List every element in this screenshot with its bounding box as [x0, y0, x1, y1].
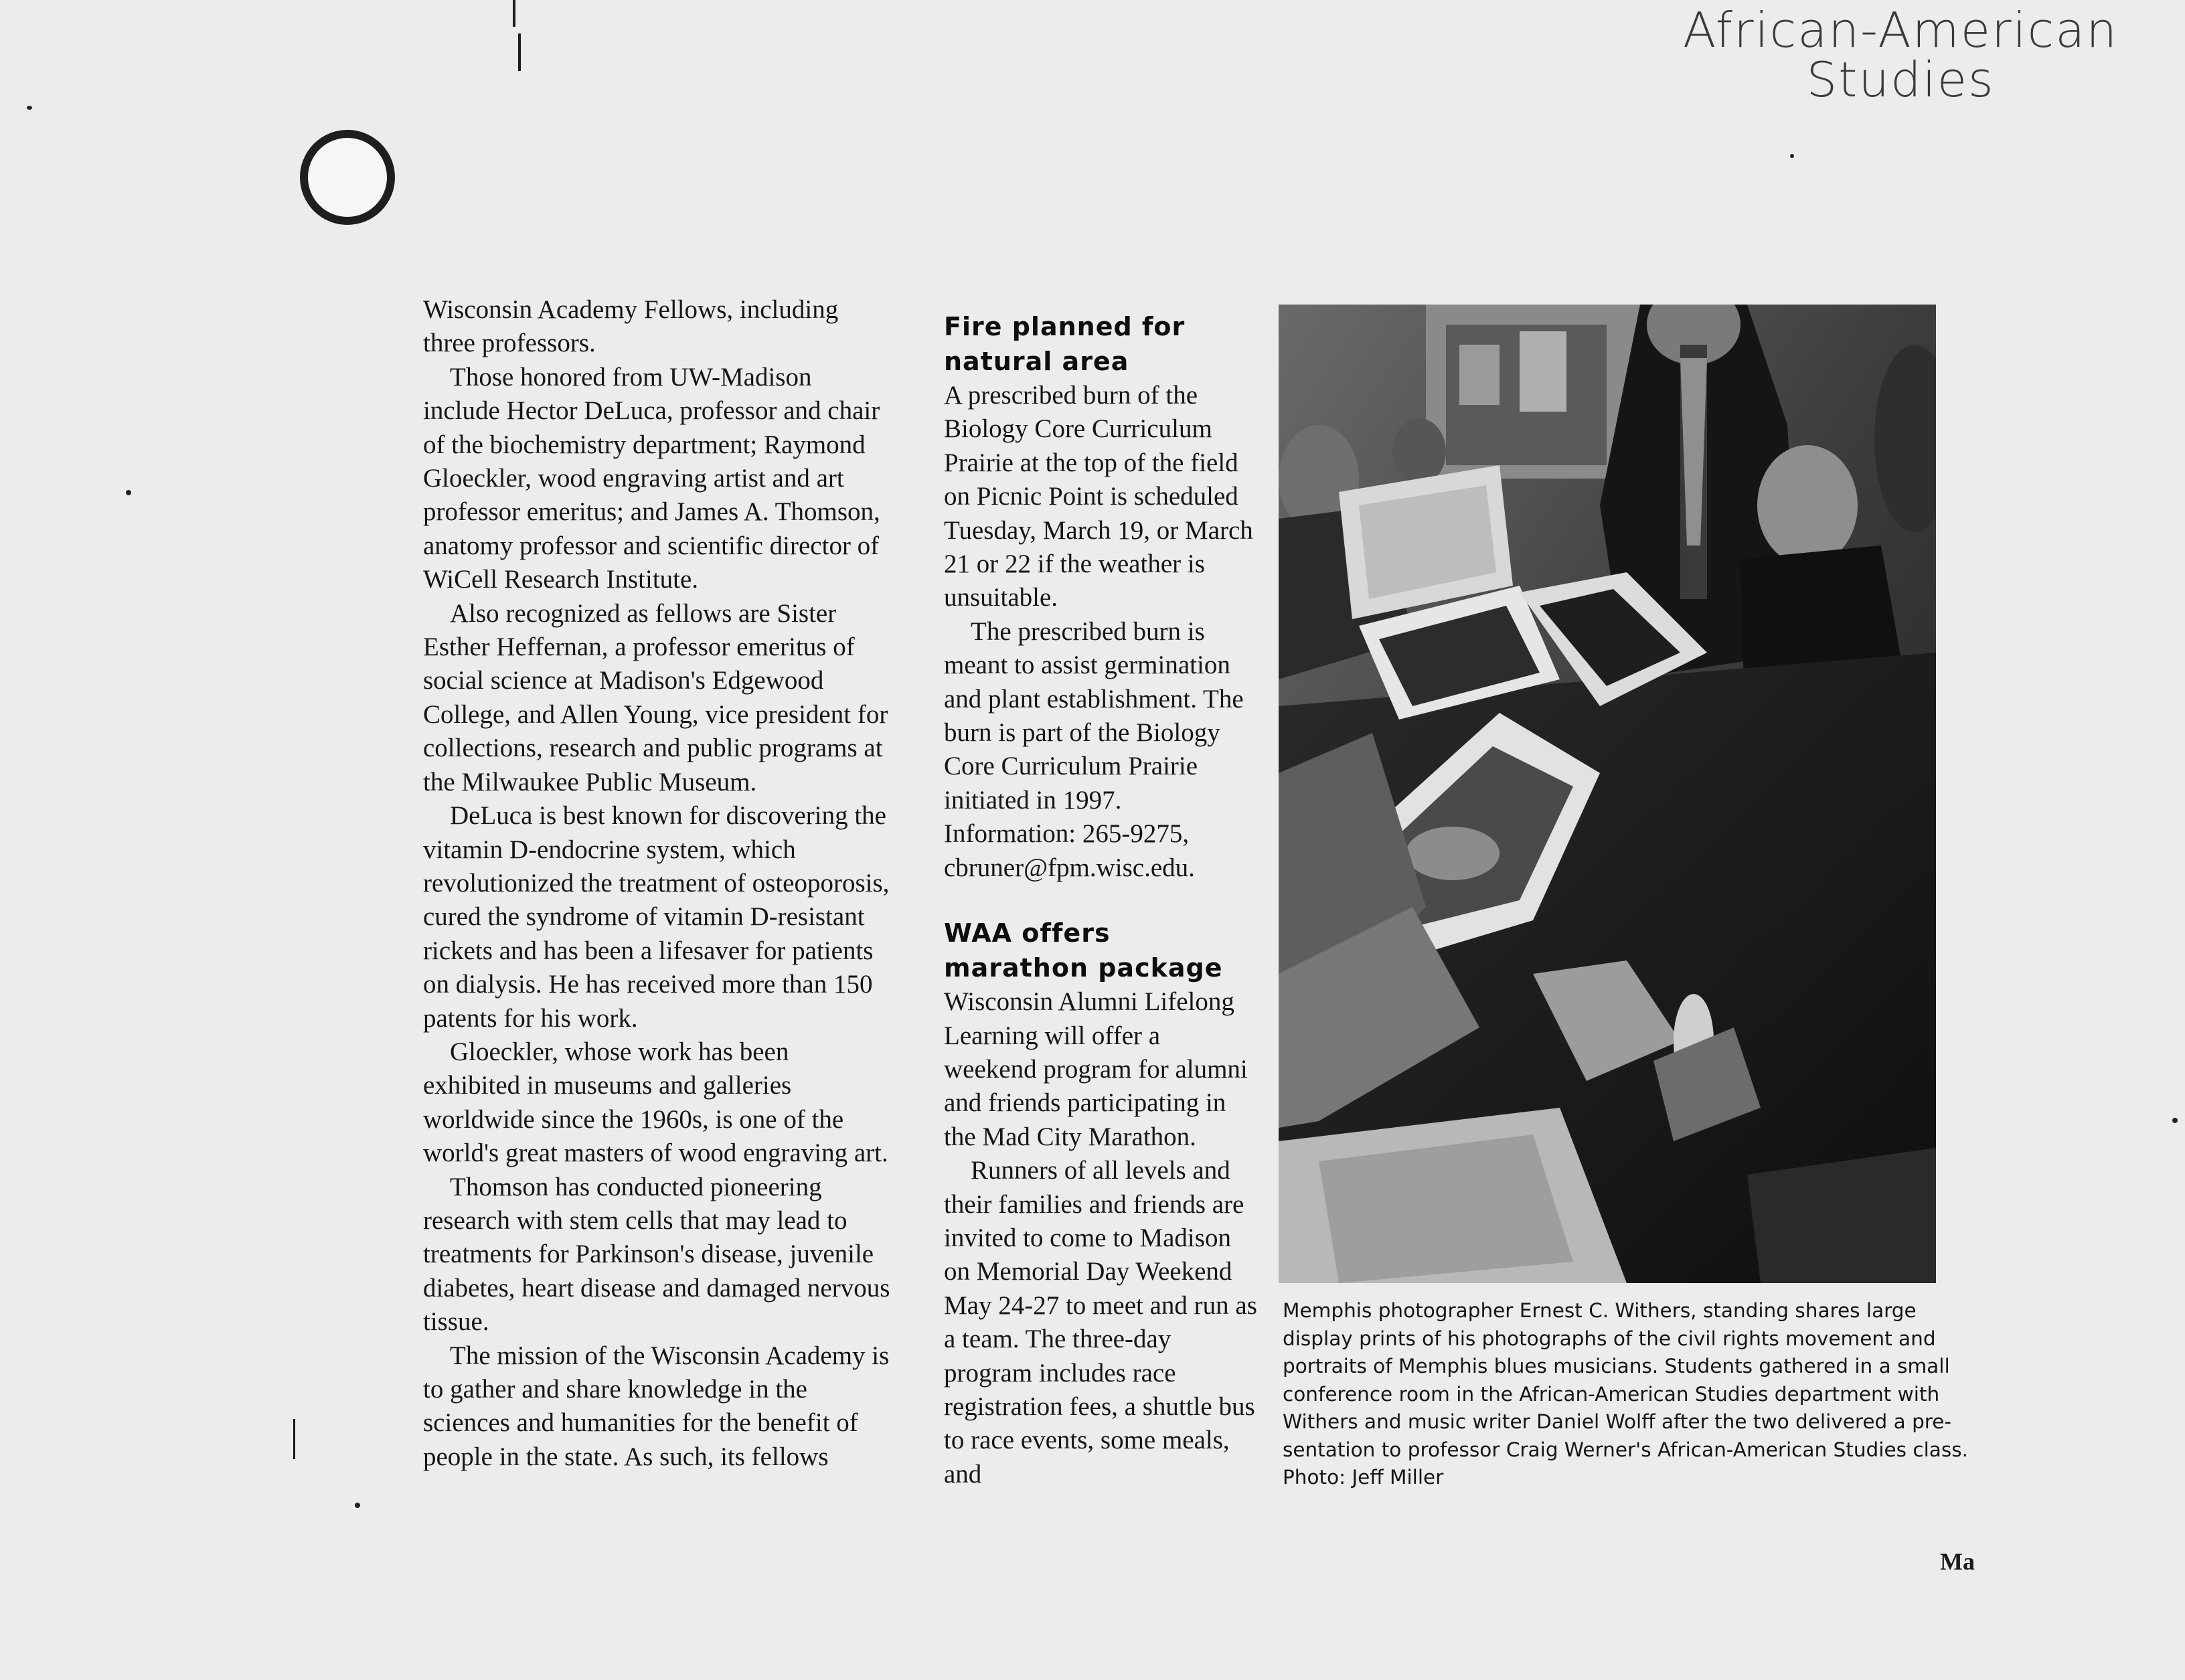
handwritten-subject-line-1: African-American	[1682, 2, 2118, 58]
photo-caption	[1283, 1297, 1968, 1492]
caption-line: sentation to professor Craig Werner's African-American Studies class.	[1283, 1438, 1968, 1461]
margin-mark	[513, 0, 515, 27]
article-paragraph: Wisconsin Academy Fellows, including three professors.	[423, 295, 839, 358]
margin-mark	[293, 1419, 295, 1459]
fire-paragraph: A prescribed burn of the Biology Core Curriculum Prairie at the top of the field on Picnic Point is scheduled Tuesday, March 19, or March 21 or 22 if the weather is unsuitable.	[944, 381, 1253, 612]
handwritten-subject-line-2: Studies	[1806, 52, 1995, 108]
punch-hole	[300, 130, 395, 225]
paper-speck	[27, 106, 32, 110]
waa-paragraph: Runners of all levels and their families and friends are invited to come to Madison on Memorial Day Weekend May 24-27 to meet and run as a team. The three-day program includes race registration fees, a shuttle bus to race events, some meals, and	[944, 1156, 1257, 1489]
article-paragraph: Those honored from UW-Madison include Hector DeLuca, professor and chair of the biochemistry department; Raymond Gloeckler, wood engraving artist and art professor emeritus; and James A. Thomson, anatomy professor and scientific director of WiCell Research Institute.	[423, 362, 880, 594]
paper-speck	[355, 1503, 360, 1508]
caption-line: Memphis photographer Ernest C. Withers, standing shares large	[1283, 1299, 1917, 1322]
article-paragraph: DeLuca is best known for discovering the vitamin D-endocrine system, which revolutionized the treatment of osteoporosis, cured the syndrome of vitamin D-resistant rickets and has been a lifesaver for patients on dialysis. He has received more than 150 patents for his work.	[423, 801, 890, 1033]
waa-headline: WAA offers marathon package	[944, 918, 1223, 983]
paper-speck	[1790, 154, 1794, 158]
caption-line: portraits of Memphis blues musicians. Students gathered in a small	[1283, 1355, 1950, 1377]
caption-line: conference room in the African-American Studies department with	[1283, 1382, 1940, 1406]
news-briefs-column	[944, 309, 1259, 1491]
waa-paragraph: Wisconsin Alumni Lifelong Learning will offer a weekend program for alumni and friends participating in the Mad City Marathon.	[944, 987, 1248, 1151]
paper-speck	[2172, 1118, 2178, 1123]
article-paragraph: Thomson has conducted pioneering research with stem cells that may lead to treatments for Parkinson's disease, juvenile diabetes, heart disease and damaged nervous tissue.	[423, 1172, 890, 1337]
caption-line: display prints of his photographs of the civil rights movement and	[1283, 1327, 1936, 1350]
caption-line: Withers and music writer Daniel Wolff after the two delivered a pre-	[1283, 1410, 1952, 1433]
handwritten-subject-note	[1682, 2, 2118, 108]
fire-paragraph: The prescribed burn is meant to assist germination and plant establishment. The burn is part of the Biology Core Curriculum Prairie initiated in 1997. Information: 265-9275, cbruner@fpm.wisc.edu.	[944, 616, 1244, 882]
page-folio: Ma	[1940, 1548, 1975, 1575]
paper-speck	[126, 490, 131, 495]
article-column-1	[423, 293, 892, 1474]
fire-headline: Fire planned for natural area	[944, 312, 1186, 376]
photo-credit: Photo: Jeff Miller	[1283, 1466, 1444, 1489]
margin-mark	[518, 33, 521, 71]
article-paragraph: Also recognized as fellows are Sister Esther Heffernan, a professor emeritus of social science at Madison's Edgewood College, and Allen Young, vice president for collections, research and public programs at the Milwaukee Public Museum.	[423, 598, 888, 796]
article-paragraph: Gloeckler, whose work has been exhibited in museums and galleries worldwide since the 1960s, is one of the world's great masters of wood engraving art.	[423, 1037, 888, 1168]
article-paragraph: The mission of the Wisconsin Academy is to gather and share knowledge in the sciences and humanities for the benefit of people in the state. As such, its fellows	[423, 1341, 890, 1471]
news-photo	[1279, 305, 1936, 1283]
